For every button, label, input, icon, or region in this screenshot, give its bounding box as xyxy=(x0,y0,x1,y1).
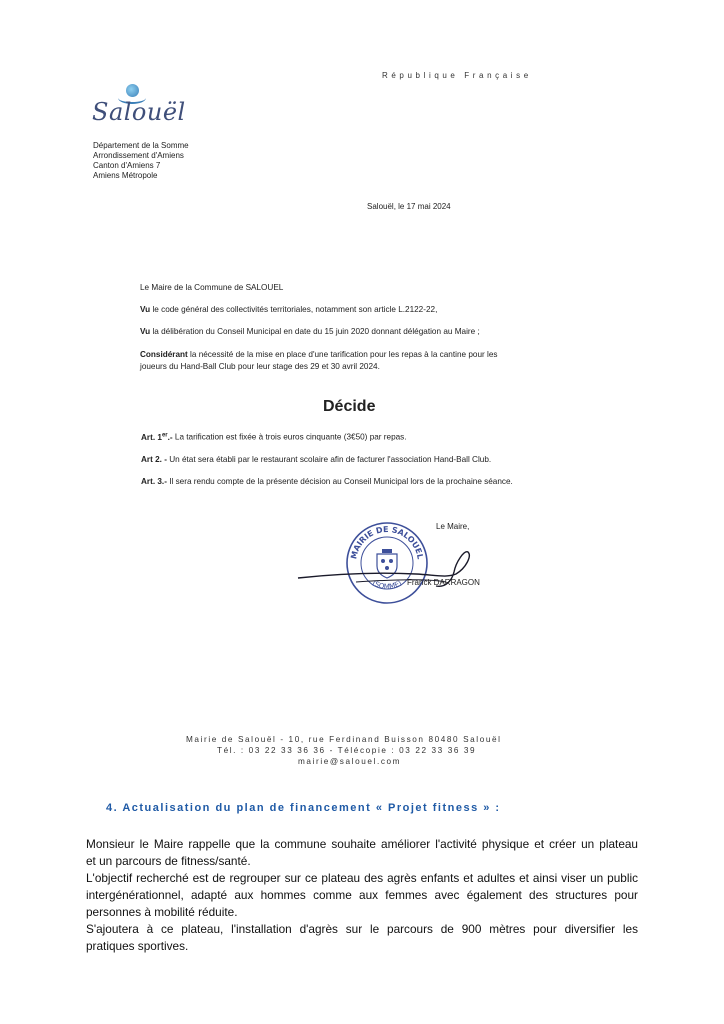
considerant-text: la nécessité de la mise en place d'une tarification pour les repas à la cantine pour les xyxy=(187,350,498,359)
considerant-label: Considérant xyxy=(140,350,188,359)
admin-line: Arrondissement d'Amiens xyxy=(93,151,184,160)
article-1 xyxy=(141,432,407,442)
footer-email: mairie@salouel.com xyxy=(298,757,402,766)
stamp-text-top: MAIRIE DE SALOUEL xyxy=(349,524,425,560)
paragraph-line: intergénérationnel, adapté aux hommes comme aux femmes avec également des structures pour xyxy=(86,888,638,902)
paragraph-line: personnes à mobilité réduite. xyxy=(86,905,238,919)
paragraph-line: Monsieur le Maire rappelle que la commune souhaite améliorer l'activité physique et créer un plateau xyxy=(86,837,638,851)
admin-line: Département de la Somme xyxy=(93,141,189,150)
mayor-signature xyxy=(296,548,486,598)
vu-code-text: le code général des collectivités territoriales, notamment son article L.2122-22, xyxy=(150,305,438,314)
paragraph-line: et un parcours de fitness/santé. xyxy=(86,854,251,868)
paragraph-line: L'objectif recherché est de regrouper sur ce plateau des agrès enfants et adultes et ainsi viser un public xyxy=(86,871,638,885)
salouel-logo xyxy=(88,80,198,130)
republique-francaise: République Française xyxy=(382,71,532,80)
article-label: Art. 1er.- xyxy=(141,432,173,442)
logo-wordmark: Salouël xyxy=(92,98,186,126)
considerant-line-2: joueurs du Hand-Ball Club pour leur stage des 29 et 30 avril 2024. xyxy=(140,362,380,371)
vu-deliberation-line xyxy=(140,326,480,337)
article-text: La tarification est fixée à trois euros cinquante (3€50) par repas. xyxy=(172,432,407,442)
article-label: Art. 3.- xyxy=(141,477,167,486)
paragraph xyxy=(86,836,638,955)
admin-line: Amiens Métropole xyxy=(93,171,158,180)
article-2 xyxy=(141,455,491,464)
article-label: Art 2. - xyxy=(141,455,167,464)
admin-line: Canton d'Amiens 7 xyxy=(93,161,161,170)
article-3 xyxy=(141,477,513,486)
vu-label: Vu xyxy=(140,305,151,314)
decide-heading: Décide xyxy=(323,398,376,415)
footer-phone: Tél. : 03 22 33 36 36 - Télécopie : 03 22 33 36 39 xyxy=(217,746,477,755)
considerant-line xyxy=(140,349,497,360)
decision-intro: Le Maire de la Commune de SALOUEL xyxy=(140,283,284,292)
vu-deliberation-text: la délibération du Conseil Municipal en date du 15 juin 2020 donnant délégation au Maire ; xyxy=(150,327,480,336)
signatory-name: Franck DARRAGON xyxy=(407,578,480,587)
decision-date: Salouël, le 17 mai 2024 xyxy=(367,202,451,211)
stamp-text-bottom: (SOMME) xyxy=(370,579,404,591)
paragraph-line: S'ajoutera à ce plateau, l'installation d'agrès sur le parcours de 900 mètres pour diversifier les xyxy=(86,922,638,936)
vu-code-line xyxy=(140,304,437,315)
footer-address: Mairie de Salouël - 10, rue Ferdinand Buisson 80480 Salouël xyxy=(186,735,502,744)
vu-label: Vu xyxy=(140,327,151,336)
article-text: Il sera rendu compte de la présente décision au Conseil Municipal lors de la prochaine séance. xyxy=(166,477,513,486)
signoff: Le Maire, xyxy=(436,522,470,531)
section-title: 4. Actualisation du plan de financement « Projet fitness » : xyxy=(106,802,501,814)
paragraph-line: pratiques sportives. xyxy=(86,939,189,953)
article-text: Un état sera établi par le restaurant scolaire afin de facturer l'association Hand-Ball Club. xyxy=(166,455,492,464)
